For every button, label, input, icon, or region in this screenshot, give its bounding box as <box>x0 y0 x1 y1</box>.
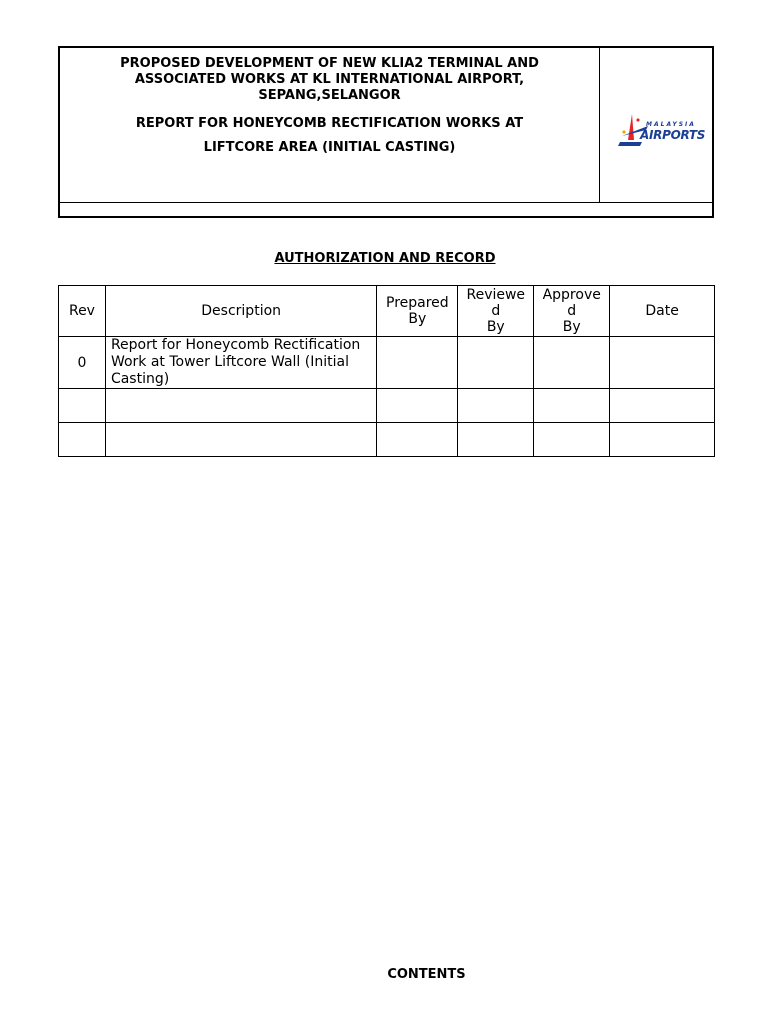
description-line-1: Report for Honeycomb Rectification <box>110 337 361 353</box>
header-prepared-line-1: Prepared <box>386 295 449 311</box>
cell-description <box>105 337 376 389</box>
malaysia-airports-logo-icon <box>618 112 706 150</box>
cell-date <box>610 423 715 457</box>
authorization-record-table <box>58 285 715 457</box>
table-row <box>59 423 715 457</box>
section-title: AUTHORIZATION AND RECORD <box>274 251 496 266</box>
report-title-line-2: LIFTCORE AREA (INITIAL CASTING) <box>203 140 456 155</box>
description-line-3: Casting) <box>110 371 170 387</box>
cell-date <box>610 337 715 389</box>
header-approved-line-3: By <box>562 319 581 335</box>
logo-main-text: AIRPORTS <box>640 128 706 142</box>
table-row <box>59 337 715 389</box>
cell-rev <box>59 389 106 423</box>
cell-reviewed-by <box>458 337 534 389</box>
header-date: Date <box>610 286 715 337</box>
document-header <box>58 46 714 218</box>
project-title: PROPOSED DEVELOPMENT OF NEW KLIA2 TERMINAL AND ASSOCIATED WORKS AT KL INTERNATIONAL AIRPORT, SEPANG,SELANGOR <box>120 56 539 103</box>
header-reviewed-line-2: d <box>491 303 501 319</box>
table-header-row <box>59 286 715 337</box>
contents-heading: CONTENTS <box>387 967 466 982</box>
header-rev: Rev <box>59 286 106 337</box>
cell-rev: 0 <box>59 337 106 389</box>
cell-prepared-by <box>377 337 458 389</box>
header-title-cell <box>60 48 600 202</box>
report-title <box>60 112 599 160</box>
header-reviewed-line-3: By <box>486 319 505 335</box>
cell-description <box>105 423 376 457</box>
cell-description <box>105 389 376 423</box>
header-approved-line-2: d <box>567 303 577 319</box>
header-approved-by <box>534 286 610 337</box>
cell-prepared-by <box>377 389 458 423</box>
cell-reviewed-by <box>458 389 534 423</box>
report-title-line-1: REPORT FOR HONEYCOMB RECTIFICATION WORKS AT <box>135 116 524 131</box>
header-prepared-line-2: By <box>408 311 427 327</box>
logo-top-text: MALAYSIA <box>646 121 696 128</box>
cell-reviewed-by <box>458 423 534 457</box>
header-description: Description <box>105 286 376 337</box>
table-row <box>59 389 715 423</box>
header-approved-line-1: Approve <box>542 287 601 303</box>
cell-date <box>610 389 715 423</box>
description-line-2: Work at Tower Liftcore Wall (Initial <box>110 354 349 370</box>
cell-approved-by <box>534 423 610 457</box>
header-reviewed-by <box>458 286 534 337</box>
header-logo-cell <box>600 48 714 202</box>
cell-rev <box>59 423 106 457</box>
cell-approved-by <box>534 389 610 423</box>
cell-prepared-by <box>377 423 458 457</box>
header-reviewed-line-1: Reviewe <box>466 287 526 303</box>
header-bottom-strip <box>60 202 712 217</box>
header-prepared-by <box>377 286 458 337</box>
cell-approved-by <box>534 337 610 389</box>
